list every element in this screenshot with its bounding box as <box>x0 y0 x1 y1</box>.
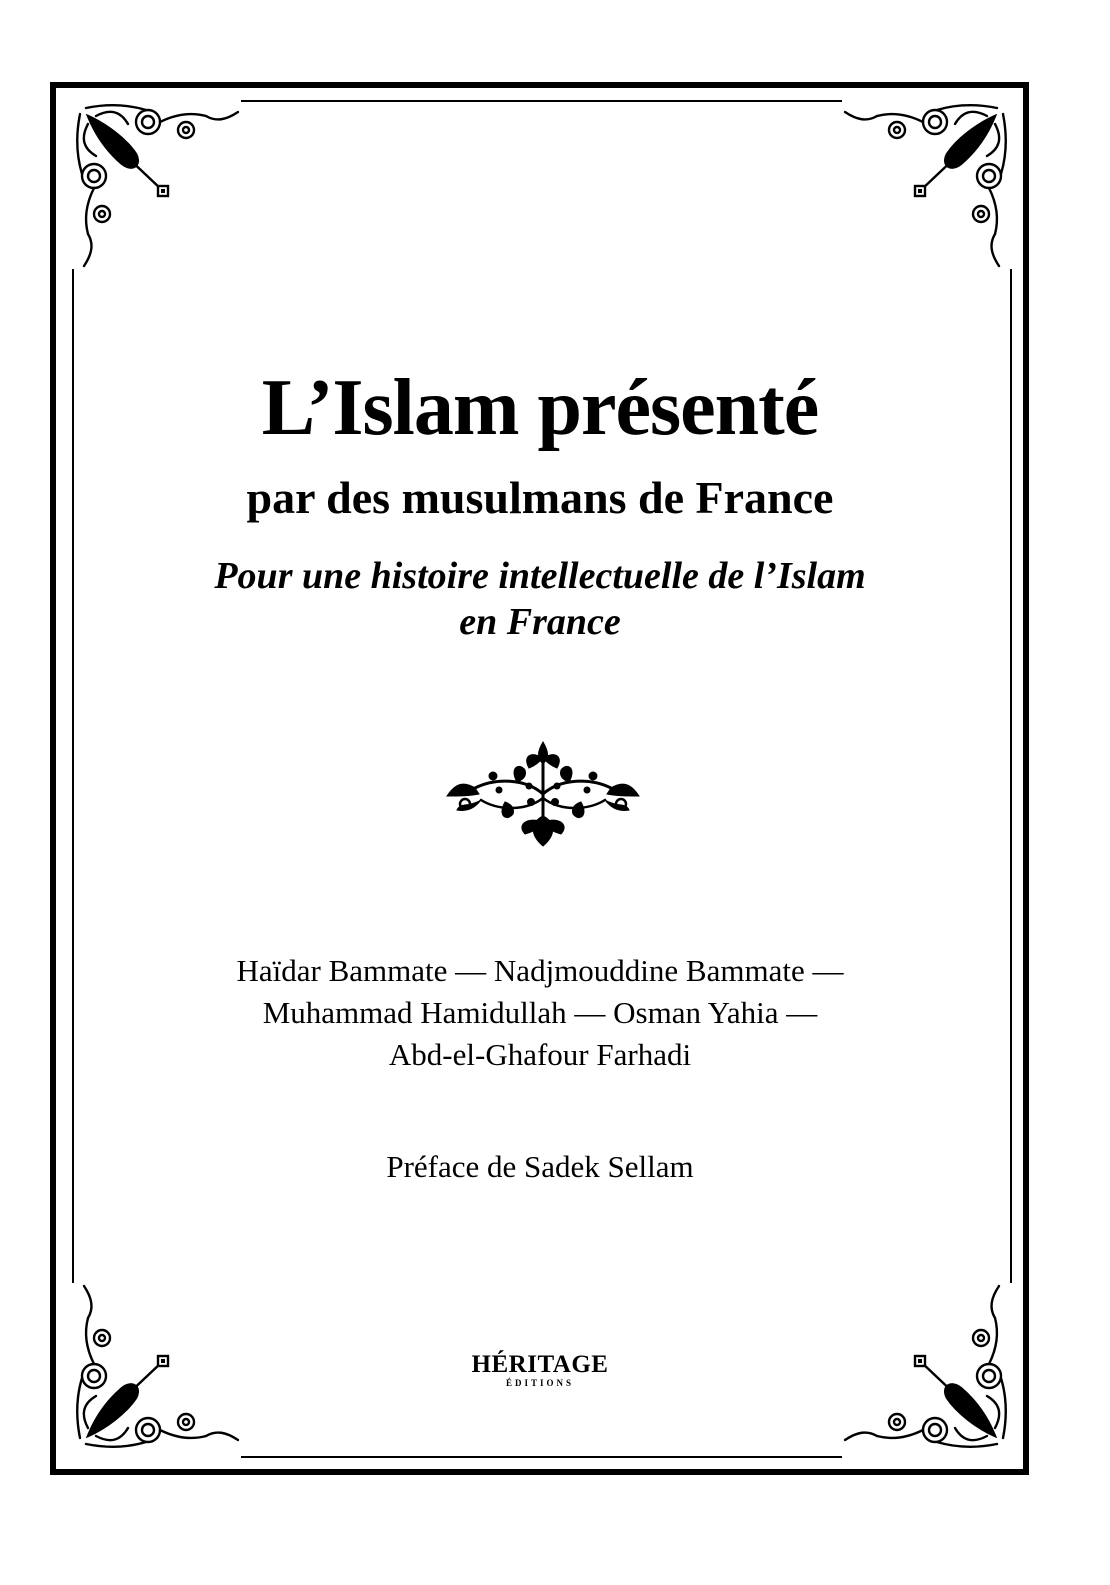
corner-ornament-icon <box>842 1283 1017 1458</box>
corner-ornament-icon <box>66 94 241 269</box>
authors-line: Haïdar Bammate — Nadjmouddine Bammate — <box>236 953 844 988</box>
authors-list <box>0 950 1080 1076</box>
authors-line: Abd-el-Ghafour Farhadi <box>388 1037 692 1072</box>
book-subtitle: par des musulmans de France <box>246 472 834 523</box>
preface-credit: Préface de Sadek Sellam <box>386 1149 694 1184</box>
authors-line: Muhammad Hamidullah — Osman Yahia — <box>262 995 818 1030</box>
corner-ornament-icon <box>66 1283 241 1458</box>
publisher-subtitle: ÉDITIONS <box>505 1378 574 1388</box>
publisher-logo <box>440 1352 640 1388</box>
corner-ornament-icon <box>842 94 1017 269</box>
floral-ornament-icon <box>445 738 641 850</box>
tagline-line: Pour une histoire intellectuelle de l’Islam <box>214 555 866 597</box>
book-tagline <box>0 553 1080 645</box>
book-title: L’Islam présenté <box>261 364 819 452</box>
tagline-line: en France <box>459 601 621 643</box>
publisher-name: HÉRITAGE <box>471 1351 609 1378</box>
